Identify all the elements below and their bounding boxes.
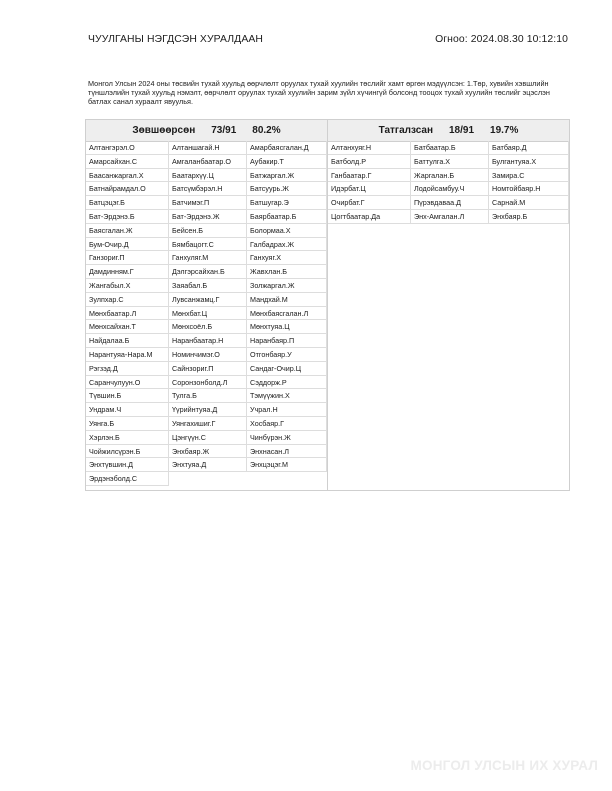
approve-member-name: Заяабал.Б bbox=[169, 279, 247, 293]
approve-member-name: Сандаг-Очир.Ц bbox=[247, 362, 327, 376]
reject-member-name: Баттулга.Х bbox=[411, 155, 489, 169]
approve-member-name: Ундрам.Ч bbox=[86, 403, 169, 417]
reject-member-name: Номтойбаяр.Н bbox=[489, 182, 569, 196]
approve-member-name: Хэрлэн.Б bbox=[86, 431, 169, 445]
page-header bbox=[88, 34, 570, 48]
approve-member-name: Эрдэнэболд.С bbox=[86, 472, 169, 486]
reject-member-name: Алтанхуяг.Н bbox=[328, 141, 411, 155]
approve-member-name: Мөнхсайхан.Т bbox=[86, 320, 169, 334]
approve-member-name: Отгонбаяр.У bbox=[247, 348, 327, 362]
reject-count: 18/91 bbox=[449, 125, 475, 136]
approve-member-name: Наранбаатар.Н bbox=[169, 334, 247, 348]
empty-cell bbox=[169, 472, 247, 486]
approve-member-name: Бум-Очир.Д bbox=[86, 238, 169, 252]
approve-header bbox=[86, 120, 327, 142]
session-datetime: Огноо: 2024.08.30 10:12:10 bbox=[435, 34, 568, 45]
approve-member-name: Мөнхтуяа.Ц bbox=[247, 320, 327, 334]
reject-member-name: Очирбат.Г bbox=[328, 196, 411, 210]
reject-panel bbox=[327, 119, 570, 491]
approve-member-name: Галбадрах.Ж bbox=[247, 238, 327, 252]
approve-member-name: Алтаншагай.Н bbox=[169, 141, 247, 155]
approve-member-name: Батчимэг.П bbox=[169, 196, 247, 210]
reject-member-name: Сарнай.М bbox=[489, 196, 569, 210]
approve-member-name: Учрал.Н bbox=[247, 403, 327, 417]
approve-member-name: Баатархүү.Ц bbox=[169, 169, 247, 183]
reject-label: Татгалзсан bbox=[378, 125, 433, 136]
reject-member-name: Булгантуяа.Х bbox=[489, 155, 569, 169]
reject-percent: 19.7% bbox=[490, 125, 519, 136]
approve-member-name: Батцэцэг.Б bbox=[86, 196, 169, 210]
vote-description: Монгол Улсын 2024 оны төсвийн тухай хуульд өөрчлөлт оруулах тухай хуулийн төслийг хамт өргөн мэдүүлсэн: 1.Төр, хувийн хэвшлийн түншлэлийн тухай хуульд нэмэлт, өөрчлөлт оруулах тухай хуулийн зарим зүйл хүчингүй болсонд тооцох тухай хуулийн төслийг эцэслэн батлах санал хураалт явуулья. bbox=[88, 79, 550, 107]
approve-member-name: Батсүмбэрэл.Н bbox=[169, 182, 247, 196]
approve-member-name: Бат-Эрдэнэ.Ж bbox=[169, 210, 247, 224]
approve-label: Зөвшөөрсөн bbox=[132, 125, 196, 136]
approve-member-name: Рэгзэд.Д bbox=[86, 362, 169, 376]
approve-names-grid bbox=[86, 141, 327, 486]
approve-member-name: Найдалаа.Б bbox=[86, 334, 169, 348]
approve-member-name: Уянга.Б bbox=[86, 417, 169, 431]
approve-member-name: Лувсанжамц.Г bbox=[169, 293, 247, 307]
approve-member-name: Энхтүвшин.Д bbox=[86, 458, 169, 472]
reject-names-grid bbox=[328, 141, 569, 224]
approve-member-name: Наранбаяр.П bbox=[247, 334, 327, 348]
approve-member-name: Золжаргал.Ж bbox=[247, 279, 327, 293]
reject-member-name: Энхбаяр.Б bbox=[489, 210, 569, 224]
approve-member-name: Цэнгүүн.С bbox=[169, 431, 247, 445]
reject-member-name: Энх-Амгалан.Л bbox=[411, 210, 489, 224]
approve-member-name: Чинбүрэн.Ж bbox=[247, 431, 327, 445]
reject-member-name: Батбаатар.Б bbox=[411, 141, 489, 155]
approve-member-name: Чойжилсүрэн.Б bbox=[86, 445, 169, 459]
approve-member-name: Тулга.Б bbox=[169, 389, 247, 403]
approve-member-name: Сэддорж.Р bbox=[247, 376, 327, 390]
reject-member-name: Батбаяр.Д bbox=[489, 141, 569, 155]
approve-member-name: Сайнзориг.П bbox=[169, 362, 247, 376]
approve-member-name: Болормаа.Х bbox=[247, 224, 327, 238]
approve-member-name: Энхтуяа.Д bbox=[169, 458, 247, 472]
approve-member-name: Баясгалан.Ж bbox=[86, 224, 169, 238]
approve-member-name: Мөнхсоёл.Б bbox=[169, 320, 247, 334]
approve-member-name: Амарсайхан.С bbox=[86, 155, 169, 169]
approve-member-name: Энхцэцэг.М bbox=[247, 458, 327, 472]
reject-member-name: Пүрэвдаваа.Д bbox=[411, 196, 489, 210]
approve-member-name: Батсуурь.Ж bbox=[247, 182, 327, 196]
approve-member-name: Аубакир.Т bbox=[247, 155, 327, 169]
approve-member-name: Батнайрамдал.О bbox=[86, 182, 169, 196]
approve-member-name: Бейсен.Б bbox=[169, 224, 247, 238]
vote-results-table bbox=[85, 119, 570, 492]
approve-member-name: Уянгахишиг.Г bbox=[169, 417, 247, 431]
approve-member-name: Баасанжаргал.Х bbox=[86, 169, 169, 183]
approve-member-name: Үүрийнтуяа.Д bbox=[169, 403, 247, 417]
approve-member-name: Батжаргал.Ж bbox=[247, 169, 327, 183]
approve-member-name: Мөнхбаясгалан.Л bbox=[247, 307, 327, 321]
approve-panel bbox=[85, 119, 328, 491]
approve-member-name: Ганхуляг.М bbox=[169, 251, 247, 265]
approve-member-name: Ганхуяг.Х bbox=[247, 251, 327, 265]
approve-member-name: Нарантуяа-Нара.М bbox=[86, 348, 169, 362]
approve-member-name: Дэлгэрсайхан.Б bbox=[169, 265, 247, 279]
approve-member-name: Алтангэрэл.О bbox=[86, 141, 169, 155]
approve-member-name: Бямбацогт.С bbox=[169, 238, 247, 252]
approve-member-name: Амгаланбаатар.О bbox=[169, 155, 247, 169]
approve-member-name: Дамдинням.Г bbox=[86, 265, 169, 279]
approve-member-name: Мандхай.М bbox=[247, 293, 327, 307]
approve-member-name: Бат-Эрдэнэ.Б bbox=[86, 210, 169, 224]
approve-member-name: Энхнасан.Л bbox=[247, 445, 327, 459]
approve-member-name: Энхбаяр.Ж bbox=[169, 445, 247, 459]
parliament-watermark: МОНГОЛ УЛСЫН ИХ ХУРАЛ bbox=[410, 758, 598, 773]
approve-member-name: Түвшин.Б bbox=[86, 389, 169, 403]
approve-member-name: Мөнхбаатар.Л bbox=[86, 307, 169, 321]
approve-member-name: Батшугар.Э bbox=[247, 196, 327, 210]
approve-member-name: Баярбаатар.Б bbox=[247, 210, 327, 224]
approve-member-name: Жангабыл.Х bbox=[86, 279, 169, 293]
approve-member-name: Зулпхар.С bbox=[86, 293, 169, 307]
reject-header bbox=[328, 120, 569, 142]
approve-member-name: Соронзонболд.Л bbox=[169, 376, 247, 390]
approve-percent: 80.2% bbox=[252, 125, 281, 136]
empty-cell bbox=[247, 472, 327, 486]
reject-member-name: Цогтбаатар.Да bbox=[328, 210, 411, 224]
reject-member-name: Жаргалан.Б bbox=[411, 169, 489, 183]
approve-count: 73/91 bbox=[211, 125, 237, 136]
approve-member-name: Саранчулуун.О bbox=[86, 376, 169, 390]
approve-member-name: Ганзориг.П bbox=[86, 251, 169, 265]
reject-member-name: Замира.С bbox=[489, 169, 569, 183]
approve-member-name: Мөнхбат.Ц bbox=[169, 307, 247, 321]
approve-member-name: Номинчимэг.О bbox=[169, 348, 247, 362]
session-title: ЧУУЛГАНЫ НЭГДСЭН ХУРАЛДААН bbox=[88, 34, 263, 45]
reject-member-name: Лодойсамбуу.Ч bbox=[411, 182, 489, 196]
reject-member-name: Идэрбат.Ц bbox=[328, 182, 411, 196]
reject-member-name: Батболд.Р bbox=[328, 155, 411, 169]
approve-member-name: Тэмүүжин.Х bbox=[247, 389, 327, 403]
approve-member-name: Хосбаяр.Г bbox=[247, 417, 327, 431]
approve-member-name: Жавхлан.Б bbox=[247, 265, 327, 279]
reject-member-name: Ганбаатар.Г bbox=[328, 169, 411, 183]
approve-member-name: Амарбаясгалан.Д bbox=[247, 141, 327, 155]
